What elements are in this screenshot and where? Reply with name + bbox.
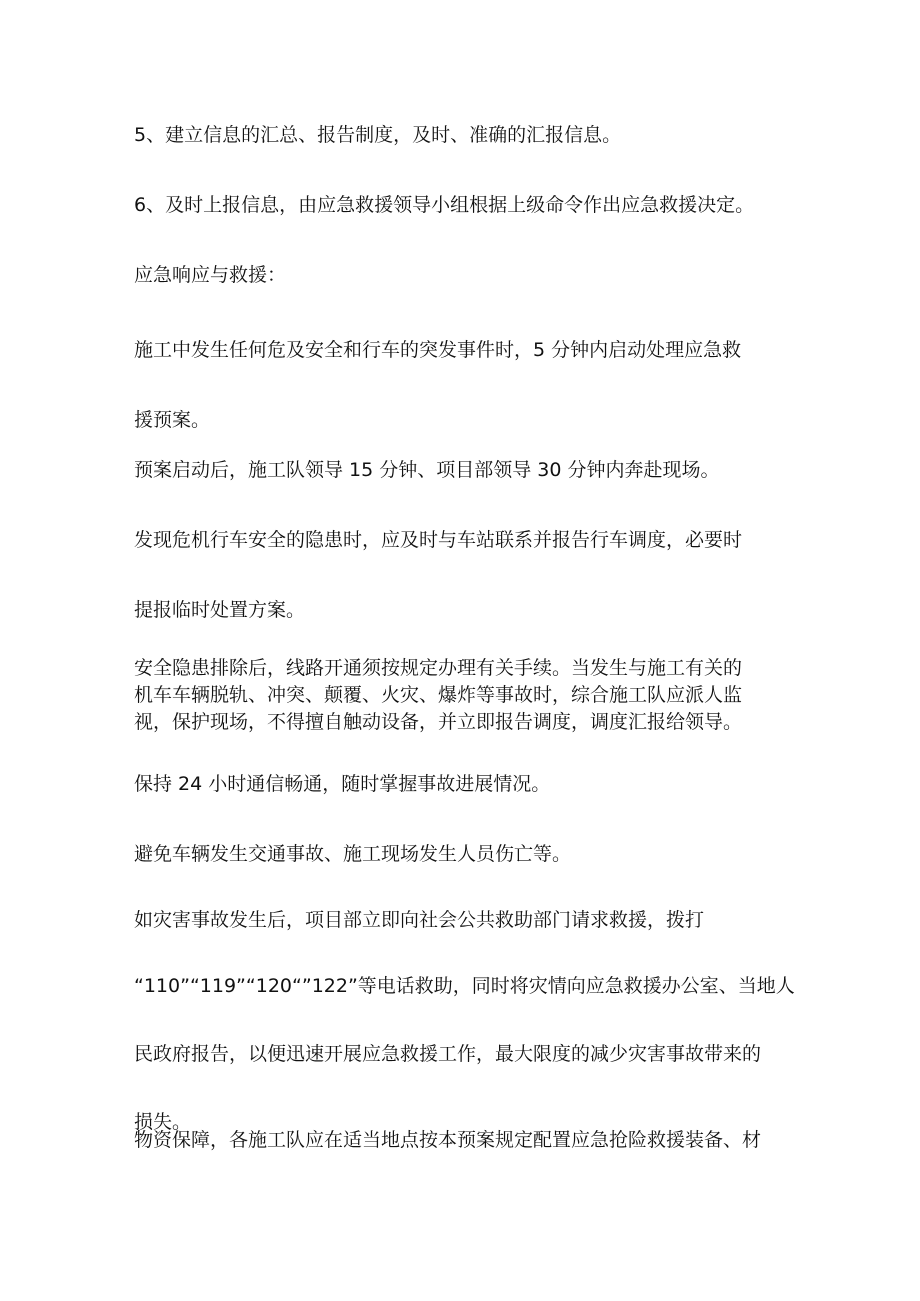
paragraph-plan-activation (134, 457, 794, 483)
paragraph-emergency-start (134, 337, 794, 433)
paragraph-disaster-rescue (134, 907, 794, 1135)
text-line: 物资保障，各施工队应在适当地点按本预案规定配置应急抢险救援装备、材 (134, 1129, 762, 1151)
text-line: 预案启动后，施工队领导 15 分钟、项目部领导 30 分钟内奔赴现场。 (134, 459, 720, 481)
text-line: 保持 24 小时通信畅通，随时掌握事故进展情况。 (134, 773, 551, 795)
text-line: 损失。 (134, 1111, 192, 1133)
text-line: 安全隐患排除后，线路开通须按规定办理有关手续。当发生与施工有关的 (134, 657, 743, 679)
paragraph-timely-report (134, 192, 794, 218)
text-line: 视，保护现场，不得擅自触动设备，并立即报告调度，调度汇报给领导。 (134, 711, 743, 733)
paragraph-communication (134, 771, 794, 797)
paragraph-material-support (134, 1127, 794, 1153)
paragraph-avoid-accidents (134, 841, 794, 867)
text-line: 机车车辆脱轨、冲突、颠覆、火灾、爆炸等事故时，综合施工队应派人监 (134, 684, 743, 706)
paragraph-hazard-removal (134, 655, 794, 735)
text-line: 5、建立信息的汇总、报告制度，及时、准确的汇报信息。 (134, 124, 622, 146)
text-line: 如灾害事故发生后，项目部立即向社会公共救助部门请求救援，拨打 (134, 909, 705, 931)
paragraph-hazard-discovery (134, 527, 794, 623)
text-line: 6、及时上报信息，由应急救援领导小组根据上级命令作出应急救援决定。 (134, 194, 755, 216)
text-line: 民政府报告，以便迅速开展应急救援工作，最大限度的减少灾害事故带来的 (134, 1043, 762, 1065)
text-line: 援预案。 (134, 409, 211, 431)
text-line: 避免车辆发生交通事故、施工现场发生人员伤亡等。 (134, 843, 572, 865)
text-line: “110”“119”“120“”122”等电话救助，同时将灾情向应急救援办公室、当地人 (134, 975, 795, 997)
text-line: 施工中发生任何危及安全和行车的突发事件时，5 分钟内启动处理应急救 (134, 339, 742, 361)
text-line: 提报临时处置方案。 (134, 599, 306, 621)
paragraph-info-reporting-system (134, 122, 794, 148)
section-heading-emergency-response (134, 262, 794, 288)
text-line: 发现危机行车安全的隐患时，应及时与车站联系并报告行车调度，必要时 (134, 529, 743, 551)
text-line: 应急响应与救援： (134, 264, 287, 286)
